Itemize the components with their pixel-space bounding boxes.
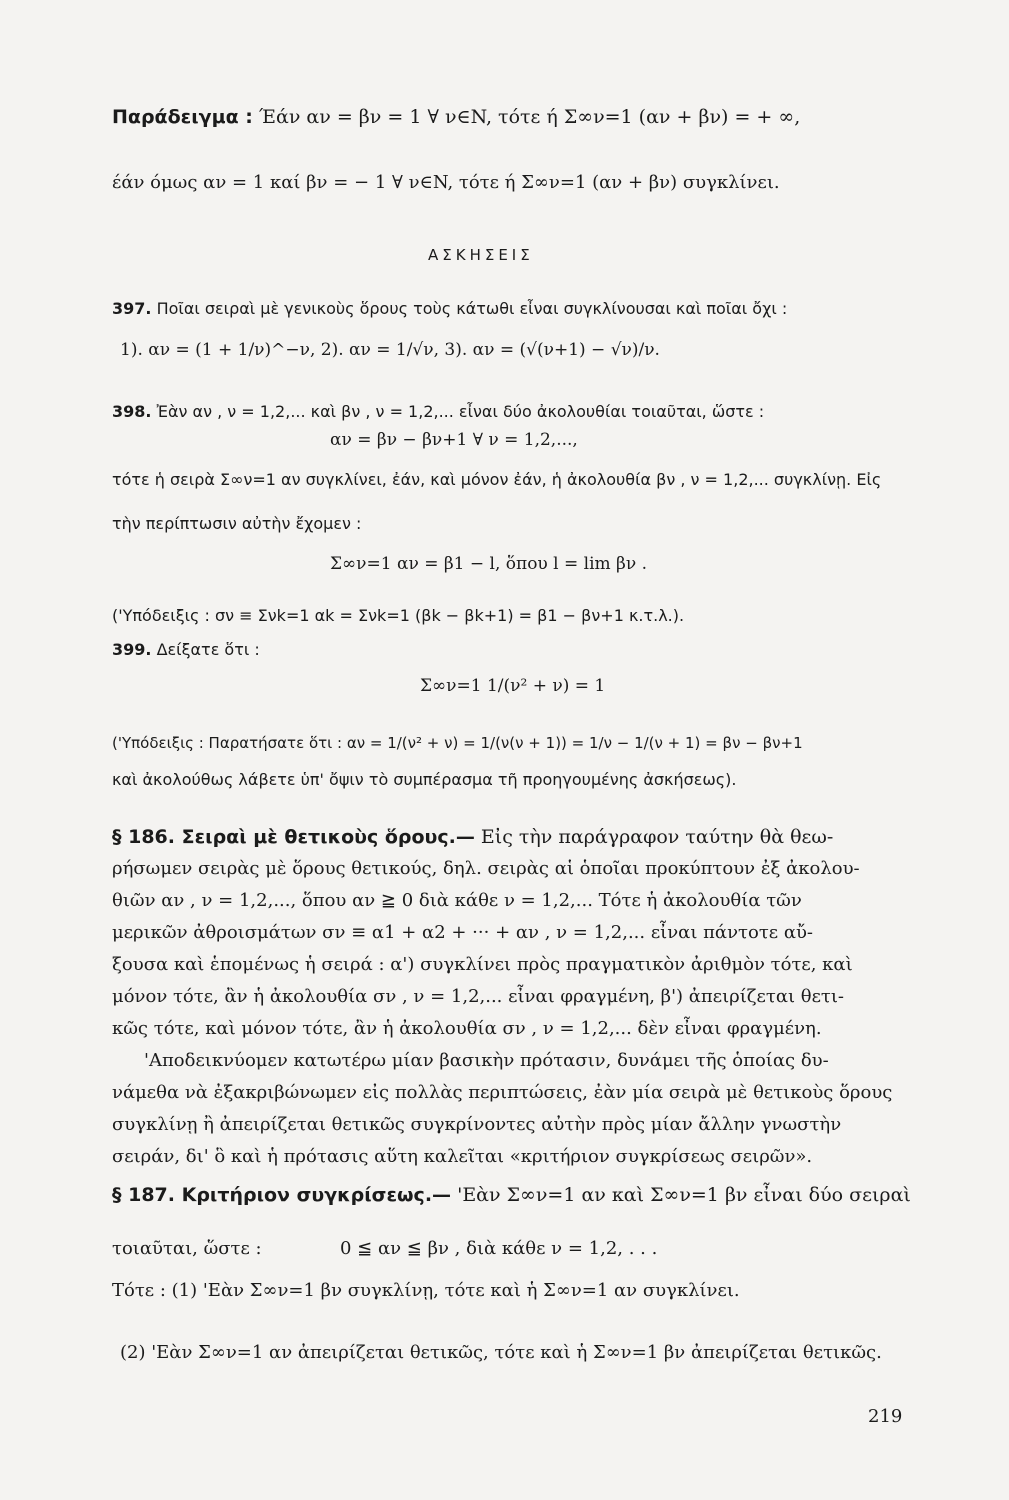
example-line-1 — [112, 106, 800, 128]
exercise-397-items: 1). αν = (1 + 1/ν)^−ν, 2). αν = 1/√ν, 3). αν = (√(ν+1) − √ν)/ν. — [120, 340, 660, 360]
exercise-399-formula: Σ∞ν=1 1/(ν² + ν) = 1 — [420, 676, 606, 696]
section-187-first-line — [112, 1184, 911, 1206]
section-186-line-6: κῶς τότε, καὶ μόνον τότε, ἂν ἡ ἀκολουθία σν , ν = 1,2,... δὲν εἶναι φραγμένη. — [112, 1018, 822, 1039]
section-186-title: § 186. Σειραὶ μὲ θετικοὺς ὅρους.— — [112, 826, 475, 848]
exercise-398-hint: ('Υπόδειξις : σν ≡ Σνk=1 αk = Σνk=1 (βk − βk+1) = β1 − βν+1 κ.τ.λ.). — [112, 606, 685, 625]
exercise-397 — [112, 299, 787, 318]
exercises-heading: ΑΣΚΗΣΕΙΣ — [428, 246, 534, 264]
section-186-line-0: Εἰς τὴν παράγραφον ταύτην θὰ θεω- — [480, 826, 834, 848]
example-label: Παράδειγμα : — [112, 106, 253, 128]
page-number: 219 — [868, 1406, 903, 1427]
section-186-first-line — [112, 826, 833, 848]
section-186-line-8: νάμεθα νὰ ἐξακριβώνωμεν εἰς πολλὰς περιπτώσεις, ἐὰν μία σειρὰ μὲ θετικοὺς ὅρους — [112, 1082, 893, 1103]
exercise-399-hint: ('Υπόδειξις : Παρατήσατε ὅτι : αν = 1/(ν² + ν) = 1/(ν(ν + 1)) = 1/ν − 1/(ν + 1) = βν − βν+1 — [112, 734, 803, 752]
section-186-line-4: ξουσα καὶ ἑπομένως ἡ σειρά : α') συγκλίνει πρὸς πραγματικὸν ἀριθμὸν τότε, καὶ — [112, 954, 853, 975]
section-187-line-1: 'Εὰν Σ∞ν=1 αν καὶ Σ∞ν=1 βν εἶναι δύο σειραὶ — [457, 1184, 911, 1206]
example-text-1: Έάν αν = βν = 1 ∀ ν∈N, τότε ή Σ∞ν=1 (αν + βν) = + ∞, — [258, 106, 801, 128]
section-187-line-2b: 0 ≦ αν ≦ βν , διὰ κάθε ν = 1,2, . . . — [340, 1238, 658, 1259]
exercise-398-formula-2: Σ∞ν=1 αν = β1 − l, ὅπου l = lim βν . — [330, 554, 648, 574]
section-186-line-5: μόνον τότε, ἂν ἡ ἀκολουθία σν , ν = 1,2,... εἶναι φραγμένη, β') ἀπειρίζεται θετι- — [112, 986, 845, 1007]
section-186-line-10: σειράν, δι' ὃ καὶ ἡ πρότασις αὕτη καλεῖται «κριτήριον συγκρίσεως σειρῶν». — [112, 1146, 813, 1167]
section-187-line-3: Τότε : (1) 'Εὰν Σ∞ν=1 βν συγκλίνῃ, τότε καὶ ἡ Σ∞ν=1 αν συγκλίνει. — [112, 1280, 740, 1301]
exercise-398-line-2: τότε ἡ σειρὰ Σ∞ν=1 αν συγκλίνει, ἐάν, καὶ μόνον ἐάν, ἡ ἀκολουθία βν , ν = 1,2,... συγκλίνῃ. Εἰς — [112, 470, 882, 489]
exercise-397-number: 397. — [112, 299, 152, 318]
exercise-398-text: Ἐὰν αν , ν = 1,2,... καὶ βν , ν = 1,2,... εἶναι δύο ἀκολουθίαι τοιαῦται, ὥστε : — [156, 402, 765, 421]
section-187-title: § 187. Κριτήριον συγκρίσεως.— — [112, 1184, 452, 1206]
section-187-line-2a: τοιαῦται, ὥστε : — [112, 1238, 262, 1259]
section-186-line-3: μερικῶν ἀθροισμάτων σν ≡ α1 + α2 + ··· + αν , ν = 1,2,... εἶναι πάντοτε αὔ- — [112, 922, 814, 943]
exercise-398-formula-1: αν = βν − βν+1 ∀ ν = 1,2,..., — [330, 430, 578, 450]
exercise-398 — [112, 402, 764, 421]
exercise-399-hint-2: καὶ ἀκολούθως λάβετε ὑπ' ὄψιν τὸ συμπέρασμα τῆ προηγουμένης ἀσκήσεως). — [112, 770, 737, 789]
section-186-line-2: θιῶν αν , ν = 1,2,..., ὅπου αν ≧ 0 διὰ κάθε ν = 1,2,... Τότε ἡ ἀκολουθία τῶν — [112, 890, 802, 911]
exercise-398-line-3: τὴν περίπτωσιν αὐτὴν ἔχομεν : — [112, 514, 362, 533]
section-187-line-4: (2) 'Εὰν Σ∞ν=1 αν ἀπειρίζεται θετικῶς, τότε καὶ ἡ Σ∞ν=1 βν ἀπειρίζεται θετικῶς. — [120, 1342, 882, 1363]
example-line-2: έάν όμως αν = 1 καί βν = − 1 ∀ ν∈N, τότε ή Σ∞ν=1 (αν + βν) συγκλίνει. — [112, 172, 780, 193]
section-186-line-1: ρήσωμεν σειρὰς μὲ ὅρους θετικούς, δηλ. σειρὰς αἱ ὁποῖαι προκύπτουν ἐξ ἀκολου- — [112, 858, 860, 879]
section-186-line-7: 'Αποδεικνύομεν κατωτέρω μίαν βασικὴν πρότασιν, δυνάμει τῆς ὁποίας δυ- — [144, 1050, 829, 1071]
exercise-399 — [112, 640, 260, 659]
section-186-line-9: συγκλίνῃ ἢ ἀπειρίζεται θετικῶς συγκρίνοντες αὐτὴν πρὸς μίαν ἄλλην γνωστὴν — [112, 1114, 842, 1135]
exercise-399-number: 399. — [112, 640, 152, 659]
exercise-398-number: 398. — [112, 402, 152, 421]
exercise-397-text: Ποῖαι σειραὶ μὲ γενικοὺς ὅρους τοὺς κάτωθι εἶναι συγκλίνουσαι καὶ ποῖαι ὄχι : — [156, 299, 788, 318]
exercise-399-text: Δείξατε ὅτι : — [156, 640, 260, 659]
